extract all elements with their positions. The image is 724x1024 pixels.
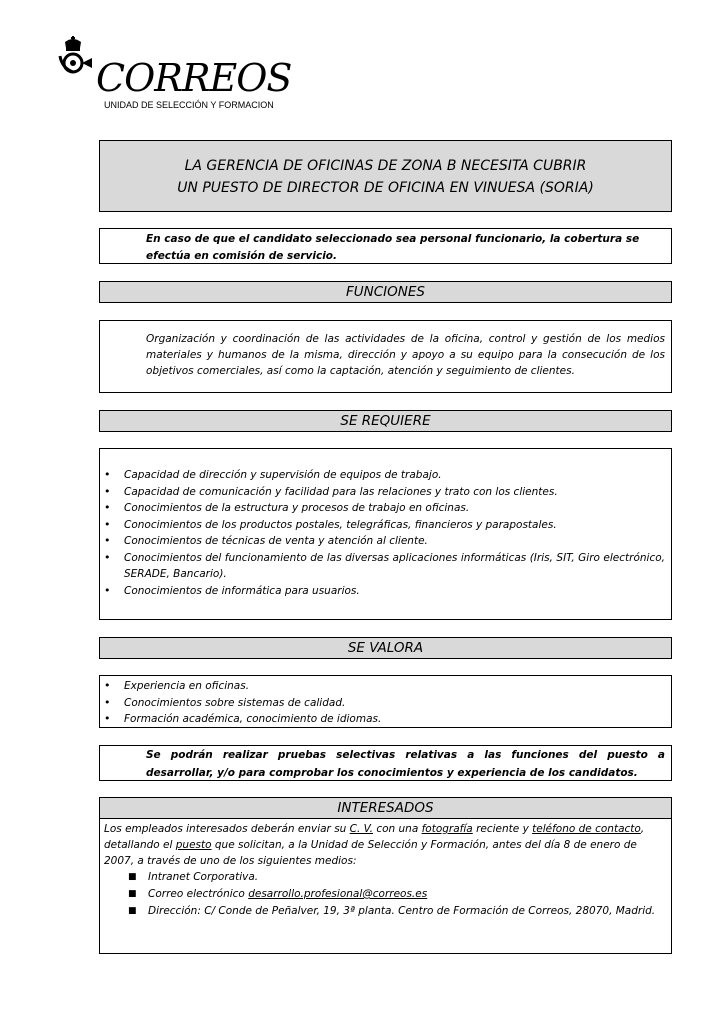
photo-term: fotografía (421, 823, 473, 835)
job-title-box (99, 140, 672, 212)
valora-list-box (99, 675, 672, 728)
interesados-heading: INTERESADOS (99, 797, 672, 819)
list-item: • Conocimientos de informática para usuarios. (104, 583, 360, 597)
unit-name: UNIDAD DE SELECCIÓN Y FORMACION (104, 100, 274, 110)
position-term: puesto (175, 839, 212, 851)
job-title-line-1: LA GERENCIA DE OFICINAS DE ZONA B NECESITA CUBRIR (184, 158, 587, 174)
list-item: • Formación académica, conocimiento de idiomas. (104, 712, 382, 725)
phone-term: teléfono de contacto (532, 823, 641, 835)
requiere-heading: SE REQUIERE (99, 410, 672, 432)
job-title-line-2: UN PUESTO DE DIRECTOR DE OFICINA EN VINUESA (SORIA) (177, 180, 594, 196)
email-link[interactable]: desarrollo.profesional@correos.es (248, 888, 428, 900)
cv-term: C. V. (349, 823, 373, 835)
list-item: ■ Dirección: C/ Conde de Peñalver, 19, 3ª planta. Centro de Formación de Correos, 28070, Madrid. (128, 905, 656, 917)
list-item: • Conocimientos sobre sistemas de calidad. (104, 695, 346, 709)
civil-servant-notice: En caso de que el candidato seleccionado sea personal funcionario, la cobertura se efectúa en comisión de servicio. (99, 228, 672, 264)
list-item: • Conocimientos de la estructura y procesos de trabajo en oficinas. (104, 501, 470, 514)
list-item: • Conocimientos de técnicas de venta y atención al cliente. (104, 534, 428, 547)
funciones-text: Organización y coordinación de las actividades de la oficina, control y gestión de los medios materiales y humanos de la misma, dirección y apoyo a su equipo para la consecución de los objetivos comerciales, así como la captación, atención y seguimiento de clientes. (99, 320, 672, 393)
list-item: • Capacidad de comunicación y facilidad para las relaciones y trato con los clientes. (104, 484, 558, 498)
application-instructions: Los empleados interesados deberán enviar su C. V. con una fotografía reciente y teléfono de contacto, detallando el puesto que solicitan, a la Unidad de Selección y Formación, antes del día 8 de enero de 2007, a través de uno de los siguientes medios: (104, 823, 645, 867)
list-item: ■ Correo electrónico desarrollo.profesional@correos.es (128, 888, 428, 900)
list-item: • Capacidad de dirección y supervisión de equipos de trabajo. (104, 468, 442, 481)
brand-name: CORREOS (96, 56, 292, 100)
list-item: • Conocimientos de los productos postales, telegráficas, financieros y parapostales. (104, 517, 557, 531)
list-item: • Conocimientos del funcionamiento de las diversas aplicaciones informáticas (Iris, SIT, Giro electrónico, SERADE, Bancario). (104, 550, 665, 580)
valora-heading: SE VALORA (99, 637, 672, 659)
list-item: ■ Intranet Corporativa. (128, 871, 259, 883)
requiere-list-box (99, 448, 672, 620)
list-item: • Experiencia en oficinas. (104, 679, 250, 692)
funciones-heading: FUNCIONES (99, 281, 672, 303)
selection-tests-notice: Se podrán realizar pruebas selectivas relativas a las funciones del puesto a desarrollar, y/o para comprobar los conocimientos y experiencia de los candidatos. (99, 745, 672, 781)
interesados-text (99, 818, 672, 954)
